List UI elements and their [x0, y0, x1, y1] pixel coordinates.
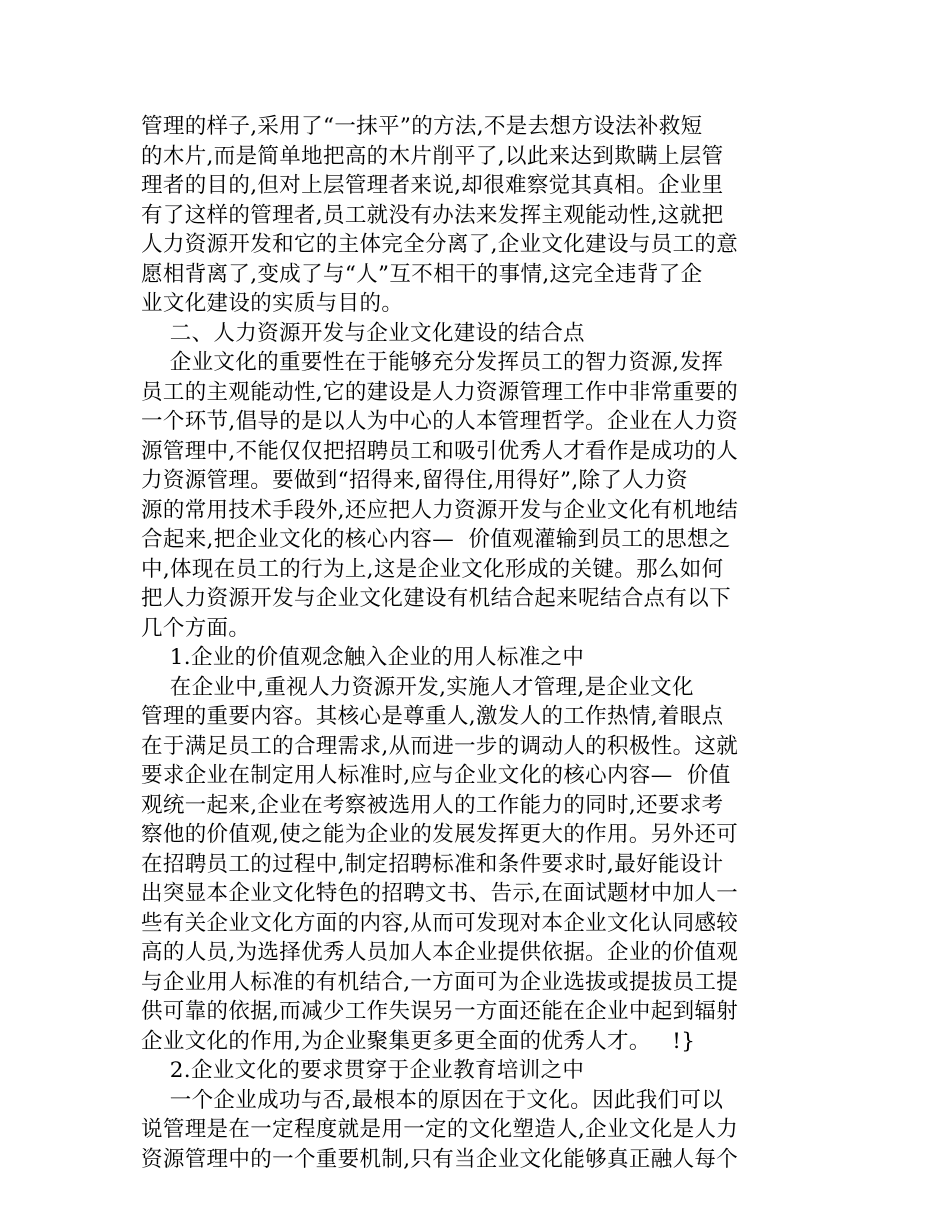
text-line: 管理的样子,采用了“一抹平”的方法,不是去想方设法补救短 [141, 114, 703, 139]
text-line: 源的常用技术手段外,还应把人力资源开发与企业文化有机地结 [141, 497, 739, 523]
text-line: 在企业中,重视人力资源开发,实施人才管理,是企业文化 [141, 674, 694, 700]
section-heading: 二、人力资源开发与企业文化建设的结合点 [141, 320, 585, 346]
text-line: 合起来,把企业文化的核心内容— 价值观灌输到员工的思想之 [141, 527, 731, 552]
text-line: 把人力资源开发与企业文化建设有机结合起来呢结合点有以下 [141, 586, 731, 611]
text-line: 些有关企业文化方面的内容,从而可发现对本企业文化认同感较 [141, 910, 739, 936]
text-line: 与企业用人标准的有机结合,一方面可为企业选拔或提拔员工提 [141, 969, 739, 995]
text-line: 供可靠的依据,而减少工作失误另一方面还能在企业中起到辐射 [141, 999, 739, 1024]
text-line: 几个方面。 [141, 615, 251, 641]
text-line: 观统一起来,企业在考察被选用人的工作能力的同时,还要求考 [141, 792, 724, 818]
text-line: 管理的重要内容。其核心是尊重人,激发人的工作热情,着眼点 [141, 704, 724, 729]
text-line: 资源管理中的一个重要机制,只有当企业文化能够真正融人每个 [141, 1146, 739, 1172]
text-line: 理者的目的,但对上层管理者来说,却很难察觉其真相。企业里 [141, 173, 724, 198]
text-line: 力资源管理。要做到“招得来,留得住,用得好”,除了人力资 [141, 468, 688, 493]
text-line: 在于满足员工的合理需求,从而进一步的调动人的积极性。这就 [141, 733, 739, 759]
text-line: 一个环节,倡导的是以人为中心的人本管理哲学。企业在人力资 [141, 409, 739, 434]
text-line: 有了这样的管理者,员工就没有办法来发挥主观能动性,这就把 [141, 202, 724, 228]
text-line: 察他的价值观,使之能为企业的发展发挥更大的作用。另外还可 [141, 822, 739, 847]
subsection-heading: 2.企业文化的要求贯穿于企业教育培训之中 [141, 1058, 585, 1083]
body-text [141, 112, 751, 1174]
text-line: 中,体现在员工的行为上,这是企业文化形成的关键。那么如何 [141, 556, 724, 582]
text-line: 要求企业在制定用人标准时,应与企业文化的核心内容— 价值 [141, 763, 731, 788]
subsection-heading: 1.企业的价值观念触入企业的用人标准之中 [141, 645, 585, 670]
text-line: 企业文化的作用,为企业聚集更多更全面的优秀人才。 !} [141, 1028, 696, 1054]
text-line: 高的人员,为选择优秀人员加人本企业提供依据。企业的价值观 [141, 940, 739, 965]
text-line: 员工的主观能动性,它的建设是人力资源管理工作中非常重要的 [141, 379, 739, 405]
text-line: 的木片,而是简单地把高的木片削平了,以此来达到欺瞒上层管 [141, 143, 724, 169]
text-line: 人力资源开发和它的主体完全分离了,企业文化建设与员工的意 [141, 232, 739, 257]
text-line: 出突显本企业文化特色的招聘文书、告示,在面试题材中加人一 [141, 881, 739, 906]
text-line: 一个企业成功与否,最根本的原因在于文化。因此我们可以 [141, 1087, 724, 1113]
text-line: 源管理中,不能仅仅把招聘员工和吸引优秀人才看作是成功的人 [141, 438, 739, 464]
text-line: 业文化建设的实质与目的。 [141, 291, 404, 316]
text-line: 说管理是在一定程度就是用一定的文化塑造人,企业文化是人力 [141, 1117, 739, 1142]
text-line: 企业文化的重要性在于能够充分发挥员工的智力资源,发挥 [141, 350, 724, 375]
text-line: 在招聘员工的过程中,制定招聘标准和条件要求时,最好能设计 [141, 851, 724, 877]
text-line: 愿相背离了,变成了与“人”互不相干的事情,这完全违背了企 [141, 261, 703, 287]
